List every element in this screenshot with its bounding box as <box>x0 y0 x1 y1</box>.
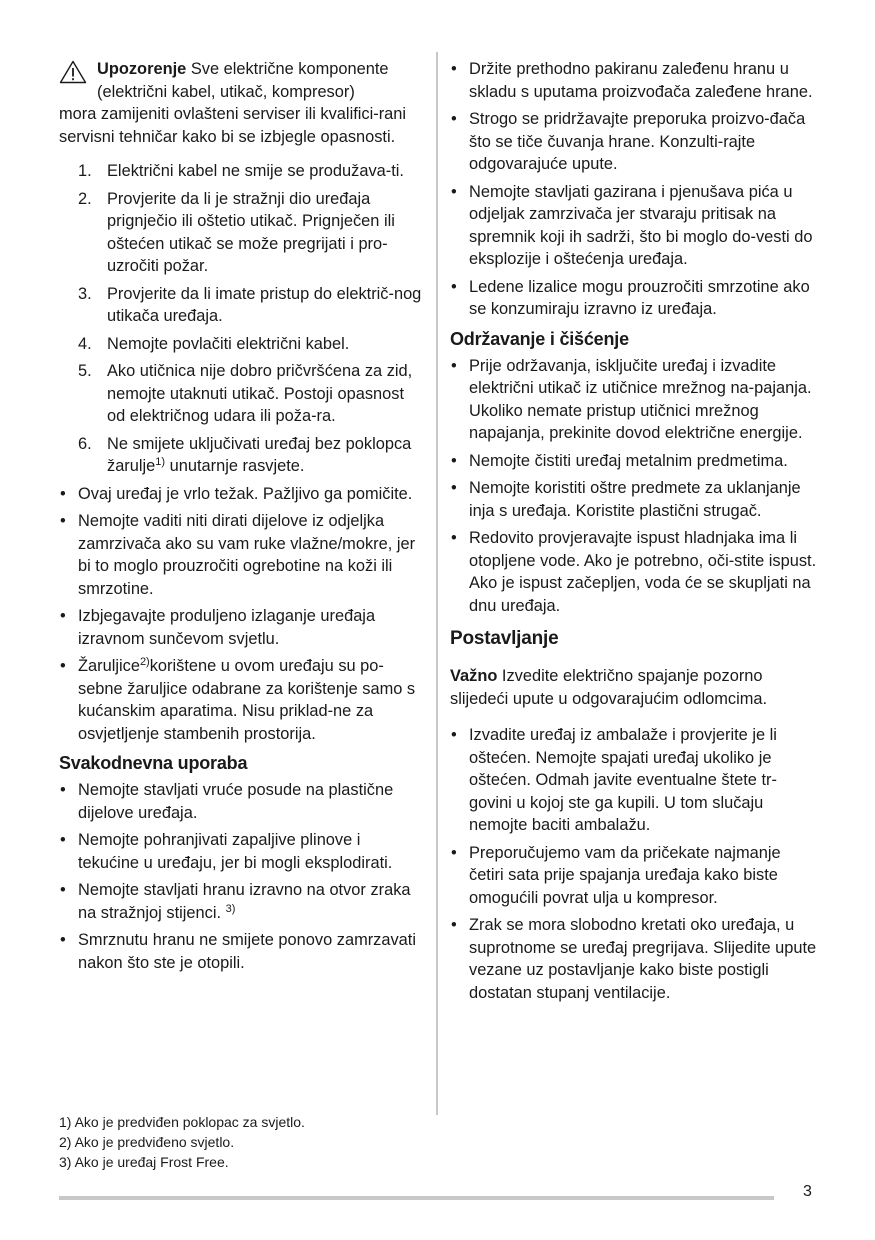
list-item: • Držite prethodno pakiranu zaleđenu hranu u skladu s uputama proizvođača zaleđene hrane. <box>450 58 818 103</box>
list-item: • Ledene lizalice mogu prouzročiti smrzotine ako se konzumiraju izravno iz uređaja. <box>450 276 818 321</box>
section-heading-maintenance: Održavanje i čišćenje <box>450 328 629 349</box>
list-item: • Nemojte stavljati hranu izravno na otvor zraka na stražnjoj stijenci. $^{3)}$ <box>59 879 424 924</box>
numbered-item: 3. Provjerite da li imate pristup do električ-nog utikača uređaja. <box>78 284 422 325</box>
left-bullet-list <box>59 483 424 746</box>
footnote-ref: 1) <box>155 456 166 468</box>
list-item: • Nemojte stavljati vruće posude na plastične dijelove uređaja. <box>59 779 424 824</box>
footnote: 1) Ako je predviđen poklopac za svjetlo. <box>59 1114 305 1130</box>
footnotes <box>59 1112 305 1172</box>
list-item: • Izbjegavajte produljeno izlaganje uređaja izravnom sunčevom svjetlu. <box>59 605 424 650</box>
important-note: Važno Izvedite električno spajanje pozorno slijedeći upute u odgovarajućim odlomcima. <box>450 667 768 708</box>
numbered-list <box>59 160 424 478</box>
warning-triangle-icon <box>59 60 87 84</box>
list-item: • Zrak se mora slobodno kretati oko uređaja, u suprotnome se uređaj pregrijava. Slijedite upute vezane uz postavljanje kako biste postigli dostatan stupanj ventilacije. <box>450 914 818 1004</box>
installation-list <box>450 724 818 1004</box>
footnote: 2) Ako je predviđeno svjetlo. <box>59 1134 235 1150</box>
list-item: • Nemojte vaditi niti dirati dijelove iz odjeljka zamrzivača ako su vam ruke vlažne/mokre, jer bi to moglo prouzročiti ogrebotine na koži ili smrzotine. <box>59 510 424 600</box>
numbered-item: 1. Električni kabel ne smije se produžava-ti. <box>78 162 404 180</box>
page-number: 3 <box>803 1183 812 1200</box>
numbered-item: 2. Provjerite da li je stražnji dio uređaja prignječio ili oštetio utikač. Prignječen ili oštećen utikač se može pregrijati i pro-uzročiti požar. <box>78 189 395 275</box>
column-divider <box>436 52 438 1115</box>
list-item: • Redovito provjeravajte ispust hladnjaka ima li otopljene vode. Ako je potrebno, oči-stite ispust. Ako je ispust začepljen, voda će se skupljati na dnu uređaja. <box>450 527 818 617</box>
list-item: • Preporučujemo vam da pričekate najmanje četiri sata prije spajanja uređaja kako biste omogućili povrat ulja u kompresor. <box>450 842 818 910</box>
daily-use-list <box>59 779 424 974</box>
section-heading-daily-use: Svakodnevna uporaba <box>59 753 248 773</box>
warning-rest: mora zamijeniti ovlašteni serviser ili kvalifici-rani servisni tehničar kako bi se izbjegle opasnosti. <box>59 105 407 146</box>
warning-block <box>59 58 424 148</box>
list-item: • Ovaj uređaj je vrlo težak. Pažljivo ga pomičite. <box>59 483 424 506</box>
section-heading-installation: Postavljanje <box>450 628 559 649</box>
list-item: • Prije održavanja, isključite uređaj i izvadite električni utikač iz utičnice mrežnog na-pajanja. Ukoliko nemate pristup utičnici mrežnog napajanja, prekinite dovod električne energije. <box>450 355 818 445</box>
list-item: • Nemojte čistiti uređaj metalnim predmetima. <box>450 450 818 473</box>
list-item: • Smrznutu hranu ne smijete ponovo zamrzavati nakon što ste je otopili. <box>59 929 424 974</box>
footnote: 3) Ako je uređaj Frost Free. <box>59 1154 229 1170</box>
maintenance-list <box>450 355 818 618</box>
footnote-ref: 2) <box>139 656 150 668</box>
numbered-item: 4. Nemojte povlačiti električni kabel. <box>78 334 350 353</box>
bottom-rule <box>59 1196 774 1200</box>
footnote-ref: 3) <box>225 902 236 915</box>
left-column <box>59 58 424 979</box>
numbered-item: 5. Ako utičnica nije dobro pričvršćena za zid, nemojte utaknuti utikač. Postoji opasnost od električnog udara ili poža-ra. <box>78 362 413 425</box>
list-item: • Strogo se pridržavajte preporuka proizvo-đača što se tiče čuvanja hrane. Konzulti-rajte odgovarajuće upute. <box>450 108 818 176</box>
warning-line1: Sve električne komponente <box>190 60 389 78</box>
warning-line2: (električni kabel, utikač, kompresor) <box>97 82 355 101</box>
list-item: • Izvadite uređaj iz ambalaže i provjerite je li oštećen. Nemojte spajati uređaj ukoliko je oštećen. Odmah javite eventualne štete tr-govini u kojoj ste ga kupili. U tom slučaju nemojte baciti ambalažu. <box>450 724 818 837</box>
list-item: • Nemojte stavljati gazirana i pjenušava pića u odjeljak zamrzivača jer stvaraju pritisak na spremnik koji ih sadrži, što bi moglo do-vesti do eksplozije i oštećenja uređaja. <box>450 181 818 271</box>
warning-label: Upozorenje <box>97 60 187 78</box>
list-item: • Nemojte pohranjivati zapaljive plinove i tekućine u uređaju, jer bi mogli eksplodirati. <box>59 829 424 874</box>
list-item: • Žaruljice$^{2)}$korištene u ovom uređaju su po-sebne žaruljice odabrane za korištenje samo s kućanskim aparatima. Nisu priklad-ne za osvjetljenje stambenih prostorija. <box>59 655 424 745</box>
right-column <box>450 58 818 1009</box>
important-label: Važno <box>450 667 498 685</box>
numbered-item: 6. Ne smijete uključivati uređaj bez poklopca žarulje$^{1)}$ unutarnje rasvjete. <box>78 434 412 475</box>
list-item: • Nemojte koristiti oštre predmete za uklanjanje inja s uređaja. Koristite plastični strugač. <box>450 477 818 522</box>
right-top-bullet-list <box>450 58 818 321</box>
